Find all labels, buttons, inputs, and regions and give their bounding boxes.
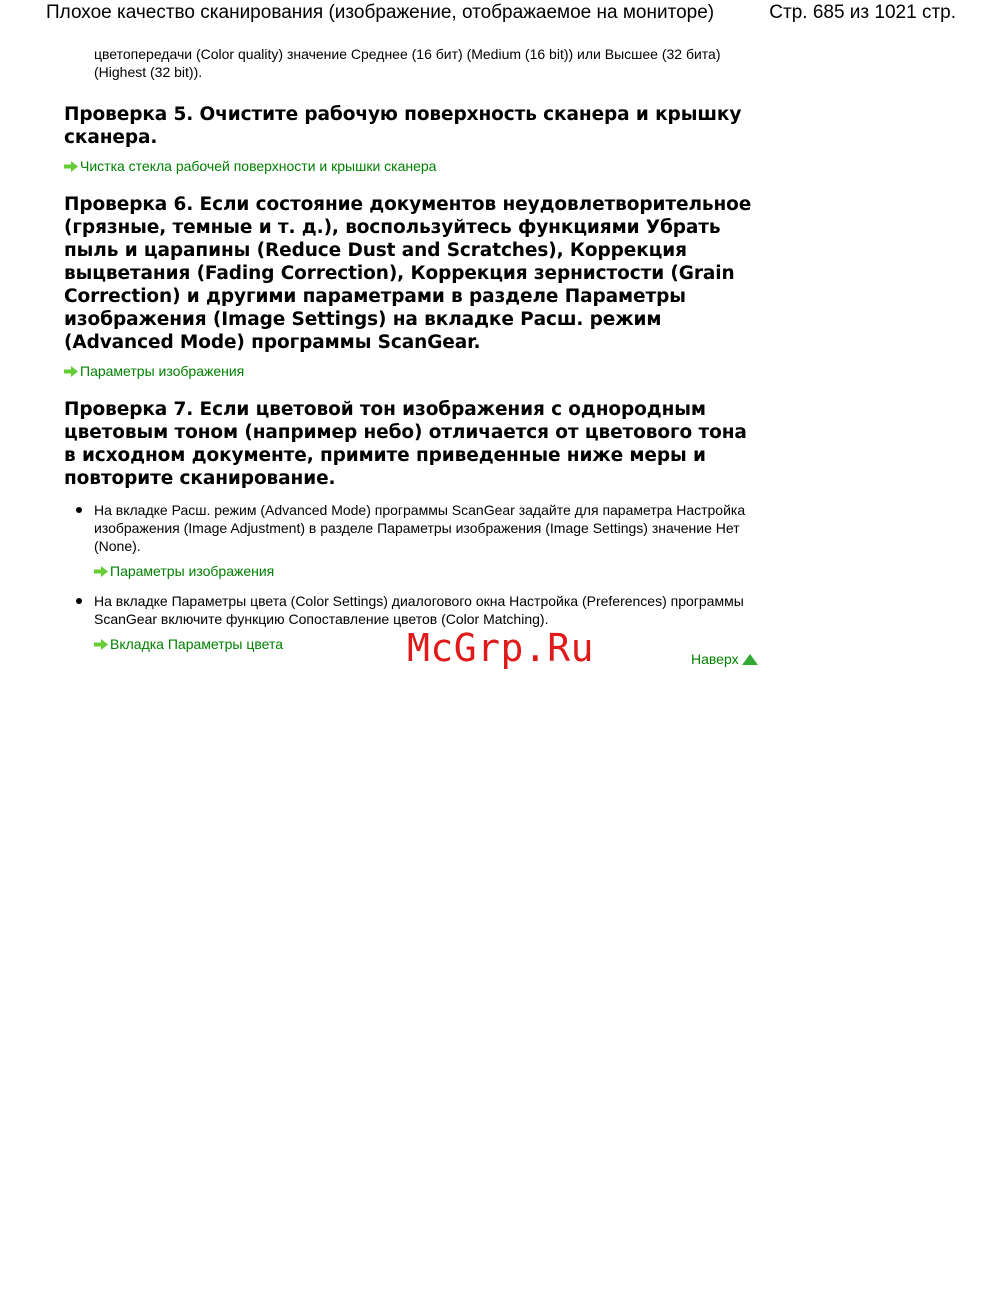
link-label: Параметры изображения [110,563,275,579]
check-7-heading: Проверка 7. Если цветовой тон изображения с однородным цветовым тоном (например небо) отличается от цветового тона в исходном документе, примите приведенные ниже меры и повторите сканирование. [64,399,747,489]
right-arrow-icon [64,366,78,377]
continuation-text: цветопередачи (Color quality) значение Среднее (16 бит) (Medium (16 bit)) или Высшее (32 бита) (Highest (32 bit)). [94,46,721,80]
list-item [64,501,764,580]
check-5-heading: Проверка 5. Очистите рабочую поверхность сканера и крышку сканера. [64,104,742,148]
link-label: Параметры изображения [80,363,245,379]
link-image-settings-2[interactable] [94,562,764,580]
back-to-top-label: Наверх [691,651,739,667]
up-triangle-icon [742,654,758,665]
link-image-settings[interactable] [64,362,764,380]
watermark: McGrp.Ru [407,626,595,670]
right-arrow-icon [94,566,108,577]
right-arrow-icon [64,161,78,172]
link-label: Чистка стекла рабочей поверхности и крышки сканера [80,158,437,174]
back-to-top-link[interactable] [691,651,758,667]
page-indicator: Стр. 685 из 1021 стр. [769,2,956,23]
link-label: Вкладка Параметры цвета [110,636,284,652]
bullet-icon [76,507,82,513]
list-item-text: На вкладке Расш. режим (Advanced Mode) программы ScanGear задайте для параметра Настройка изображения (Image Adjustment) в разделе Параметры изображения (Image Settings) значение Нет (None). [94,502,746,554]
document-title: Плохое качество сканирования (изображение, отображаемое на мониторе) [46,2,715,23]
bullet-icon [76,598,82,604]
right-arrow-icon [94,639,108,650]
link-clean-glass[interactable] [64,157,764,175]
list-item-text: На вкладке Параметры цвета (Color Settings) диалогового окна Настройка (Preferences) программы ScanGear включите функцию Сопоставление цветов (Color Matching). [94,593,744,627]
main-content [64,45,764,653]
check-6-heading: Проверка 6. Если состояние документов неудовлетворительное (грязные, темные и т. д.), воспользуйтесь функциями Убрать пыль и царапины (Reduce Dust and Scratches), Коррекция выцветания (Fading Correction), Коррекция зернистости (Grain Correction) и другими параметрами в разделе Параметры изображения (Image Settings) на вкладке Расш. режим (Advanced Mode) программы ScanGear. [64,194,752,353]
